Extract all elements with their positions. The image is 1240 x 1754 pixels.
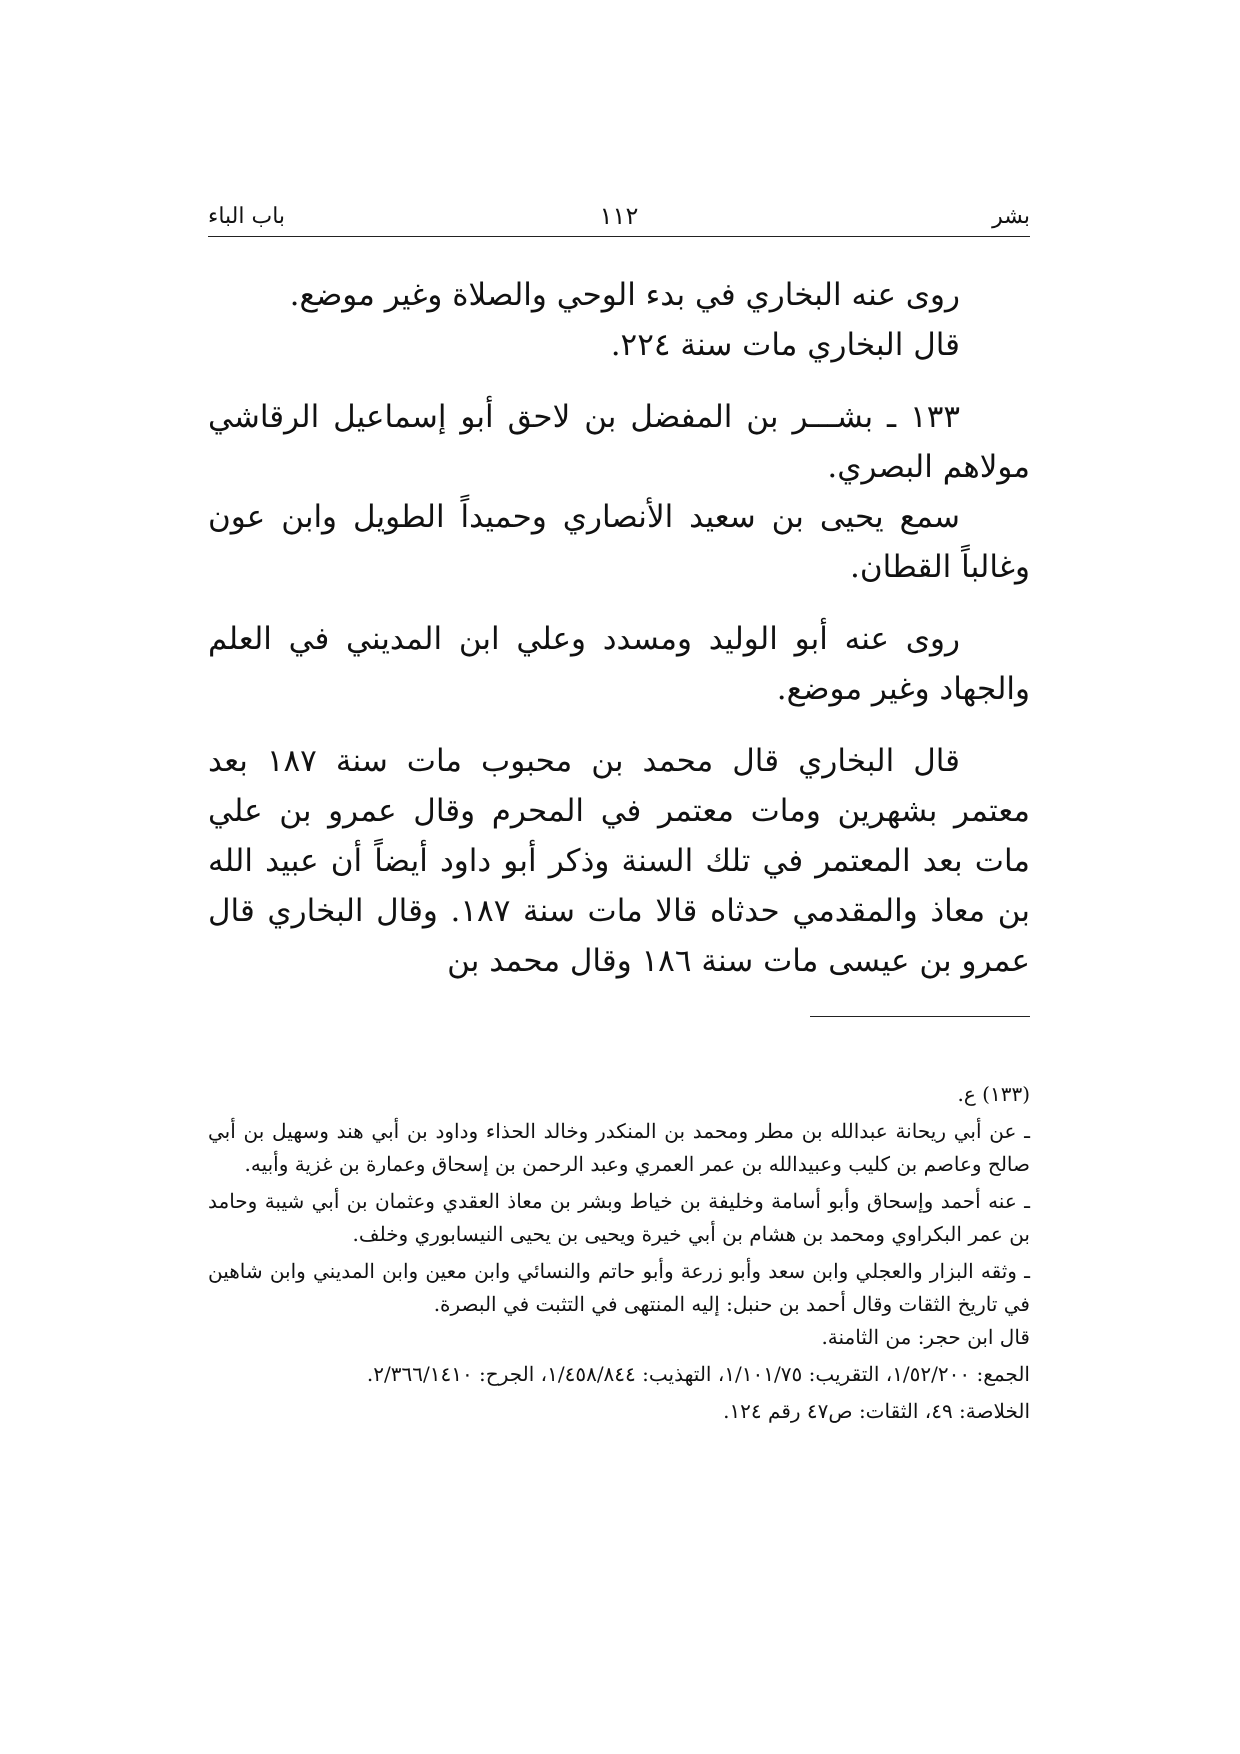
paragraph-narrated-from-him: روى عنه أبو الوليد ومسدد وعلي ابن المديني في العلم والجهاد وغير موضع. [208, 621, 1030, 707]
footnote-sources: الجمع: ١/٥٢/٢٠٠، التقريب: ١/١٠١/٧٥، التهذيب: ١/٤٥٨/٨٤٤، الجرح: ٢/٣٦٦/١٤١٠. [366, 1362, 1030, 1386]
paragraph-death-reports: قال البخاري قال محمد بن محبوب مات سنة ١٨٧ بعد معتمر بشهرين ومات معتمر في المحرم وقال عمرو بن علي مات بعد المعتمر في تلك السنة وذكر أبو داود أيضاً أن عبيد الله بن معاذ والمقدمي حدثاه قالا مات سنة ١٨٧. وقال البخاري قال عمرو بن عيسى مات سنة ١٨٦ وقال محمد بن [208, 743, 1030, 979]
main-text [208, 270, 1030, 986]
paragraph-death-year: قال البخاري مات سنة ٢٢٤. [610, 327, 960, 363]
paragraph-narrators: روى عنه البخاري في بدء الوحي والصلاة وغير موضع. [289, 277, 960, 313]
header-entry-name: بشر [992, 204, 1030, 229]
footnotes [208, 1078, 1030, 1428]
paragraph-heard-from: سمع يحيى بن سعيد الأنصاري وحميداً الطويل وابن عون وغالباً القطان. [208, 499, 1030, 585]
footnote-grading: ـ وثقه البزار والعجلي وابن سعد وأبو زرعة وأبو حاتم والنسائي وابن معين وابن المديني وابن شاهين في تاريخ الثقات وقال أحمد بن حنبل: إليه المنتهى في التثبت في البصرة. [208, 1259, 1030, 1316]
footnote-reference: (١٣٣) ع. [957, 1082, 1030, 1106]
footnote-ibn-hajar: قال ابن حجر: من الثامنة. [821, 1325, 1030, 1349]
footnote-teachers: ـ عن أبي ريحانة عبدالله بن مطر ومحمد بن المنكدر وخالد الحذاء وداود بن أبي هند وسهيل بن أبي صالح وعاصم بن كليب وعبيدالله بن عمر العمري وعبد الرحمن بن إسحاق وعمارة بن غزية وأبيه. [208, 1119, 1030, 1176]
footnote-khulasa: الخلاصة: ٤٩، الثقات: ص٤٧ رقم ١٢٤. [723, 1399, 1030, 1423]
header-chapter-title: باب الباء [208, 204, 286, 229]
running-header [208, 200, 1030, 237]
page-number: ١١٢ [599, 202, 639, 230]
entry-heading-133: ١٣٣ ـ بشـــر بن المفضل بن لاحق أبو إسماعيل الرقاشي مولاهم البصري. [208, 399, 1030, 485]
footnote-separator [810, 1016, 1030, 1017]
footnote-students: ـ عنه أحمد وإسحاق وأبو أسامة وخليفة بن خياط وبشر بن معاذ العقدي وعثمان بن أبي شيبة وحامد بن عمر البكراوي ومحمد بن هشام بن أبي خيرة ويحيى بن يحيى النيسابوري وخلف. [208, 1189, 1030, 1246]
